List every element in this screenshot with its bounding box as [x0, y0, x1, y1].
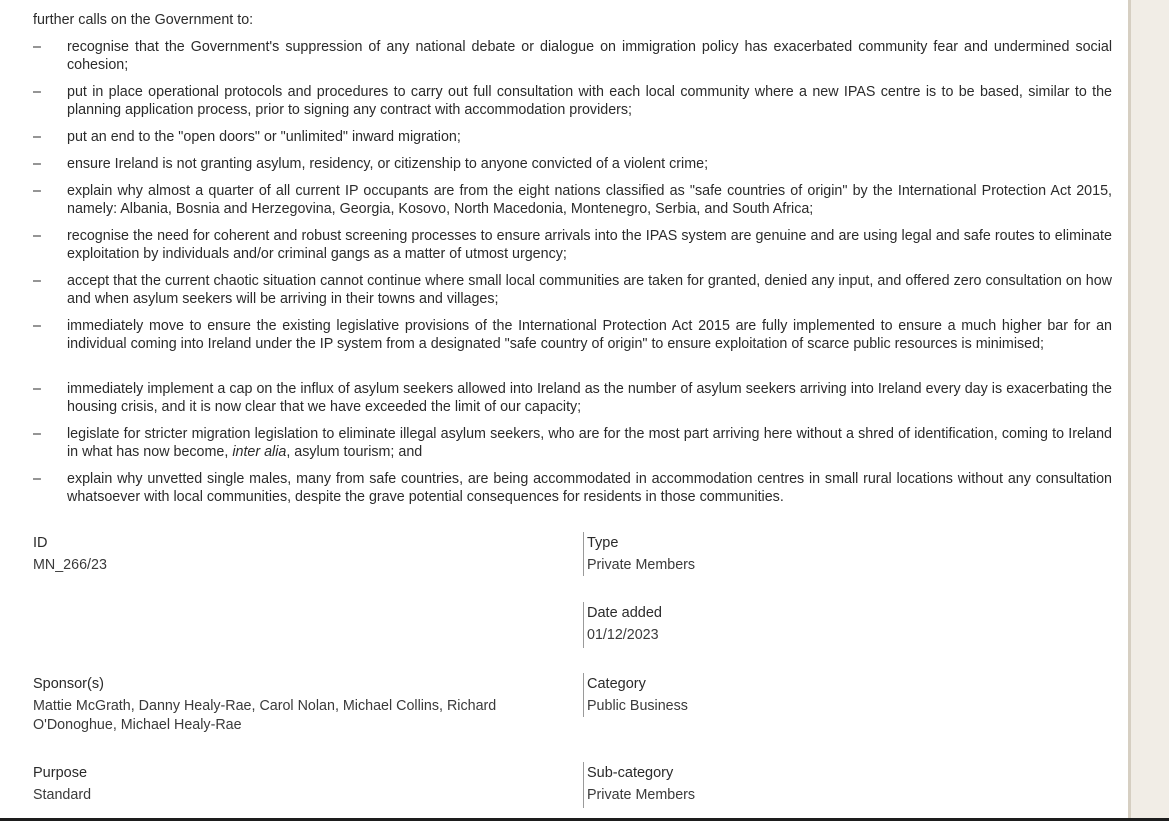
id-label: ID	[33, 535, 48, 551]
motion-intro: further calls on the Government to:	[33, 12, 254, 28]
list-item-text: put an end to the "open doors" or "unlimited" inward migration;	[67, 129, 461, 145]
list-item	[33, 380, 1113, 416]
type-value: Private Members	[587, 557, 696, 573]
id-value: MN_266/23	[33, 557, 107, 573]
date-added-label: Date added	[587, 605, 662, 621]
list-item	[33, 272, 1113, 308]
field-divider	[583, 762, 584, 808]
sponsors-value-line1: Mattie McGrath, Danny Healy-Rae, Carol Nolan, Michael Collins, Richard	[33, 698, 497, 714]
dash-marker: –	[33, 471, 41, 487]
list-item	[33, 227, 1113, 263]
list-item	[33, 470, 1113, 506]
list-item	[33, 38, 1113, 74]
dash-marker: –	[33, 84, 41, 100]
list-item-text-part: , asylum tourism; and	[286, 444, 423, 460]
list-item	[33, 425, 1113, 461]
list-item-text: put in place operational protocols and procedures to carry out full consultation with each local community where a new IPAS centre is to be based, similar to the planning application process, prior to signing any contract with accommodation providers;	[67, 84, 1112, 118]
field-divider	[583, 602, 584, 648]
list-item	[33, 155, 1113, 173]
list-item-text: recognise the need for coherent and robust screening processes to ensure arrivals into the IPAS system are genuine and are using legal and safe routes to eliminate exploitation by individuals and/or criminal gangs as a matter of utmost urgency;	[67, 228, 1112, 262]
sponsors-value-line2: O'Donoghue, Michael Healy-Rae	[33, 717, 242, 733]
list-item-text-part: legislate for stricter migration legislation to eliminate illegal asylum seekers, who are for the most part arriving here without a shred of identification, coming to Ireland in what has now become,	[67, 426, 1112, 460]
motion-list	[33, 38, 1113, 515]
list-item	[33, 317, 1113, 371]
page-margin	[1131, 0, 1169, 821]
dash-marker: –	[33, 129, 41, 145]
dash-marker: –	[33, 228, 41, 244]
subcategory-label: Sub-category	[587, 765, 674, 781]
list-item	[33, 182, 1113, 218]
sponsors-label: Sponsor(s)	[33, 676, 104, 692]
dash-marker: –	[33, 273, 41, 289]
purpose-value: Standard	[33, 787, 92, 803]
dash-marker: –	[33, 39, 41, 55]
dash-marker: –	[33, 426, 41, 442]
purpose-label: Purpose	[33, 765, 88, 781]
dash-marker: –	[33, 381, 41, 397]
dash-marker: –	[33, 318, 41, 334]
list-item-text: ensure Ireland is not granting asylum, residency, or citizenship to anyone convicted of a violent crime;	[67, 156, 709, 172]
list-item	[33, 128, 1113, 146]
field-divider	[583, 532, 584, 576]
latin-phrase: inter alia	[232, 444, 287, 460]
list-item-text	[67, 425, 1112, 461]
list-item-text: immediately move to ensure the existing legislative provisions of the International Protection Act 2015 are fully implemented to ensure a much higher bar for an individual coming into Ireland under the IP system from a designated "safe country of origin" to ensure exploitation of scarce public resources is minimised;	[67, 318, 1112, 352]
list-item-text: explain why unvetted single males, many from safe countries, are being accommodated in accommodation centres in small rural locations without any consultation whatsoever with local communities, despite the grave potential consequences for residents in those communities.	[67, 471, 1112, 505]
type-label: Type	[587, 535, 619, 551]
category-value: Public Business	[587, 698, 688, 714]
list-item-text: recognise that the Government's suppression of any national debate or dialogue on immigration policy has exacerbated community fear and undermined social cohesion;	[67, 39, 1112, 73]
list-item-text: immediately implement a cap on the influx of asylum seekers allowed into Ireland as the number of asylum seekers arriving into Ireland every day is exacerbating the housing crisis, and it is now clear that we have exceeded the limit of our capacity;	[67, 381, 1112, 415]
dash-marker: –	[33, 183, 41, 199]
field-divider	[583, 673, 584, 717]
category-label: Category	[587, 676, 646, 692]
list-item	[33, 83, 1113, 119]
list-item-text: accept that the current chaotic situation cannot continue where small local communities are taken for granted, denied any input, and offered zero consultation on how and when asylum seekers will be arriving in their towns and villages;	[67, 273, 1112, 307]
dash-marker: –	[33, 156, 41, 172]
subcategory-value: Private Members	[587, 787, 696, 803]
list-item-text: explain why almost a quarter of all current IP occupants are from the eight nations classified as "safe countries of origin" by the International Protection Act 2015, namely: Albania, Bosnia and Herzegovina, Georgia, Kosovo, North Macedonia, Montenegro, Serbia, and South Africa;	[67, 183, 1112, 217]
date-added-value: 01/12/2023	[587, 627, 659, 643]
